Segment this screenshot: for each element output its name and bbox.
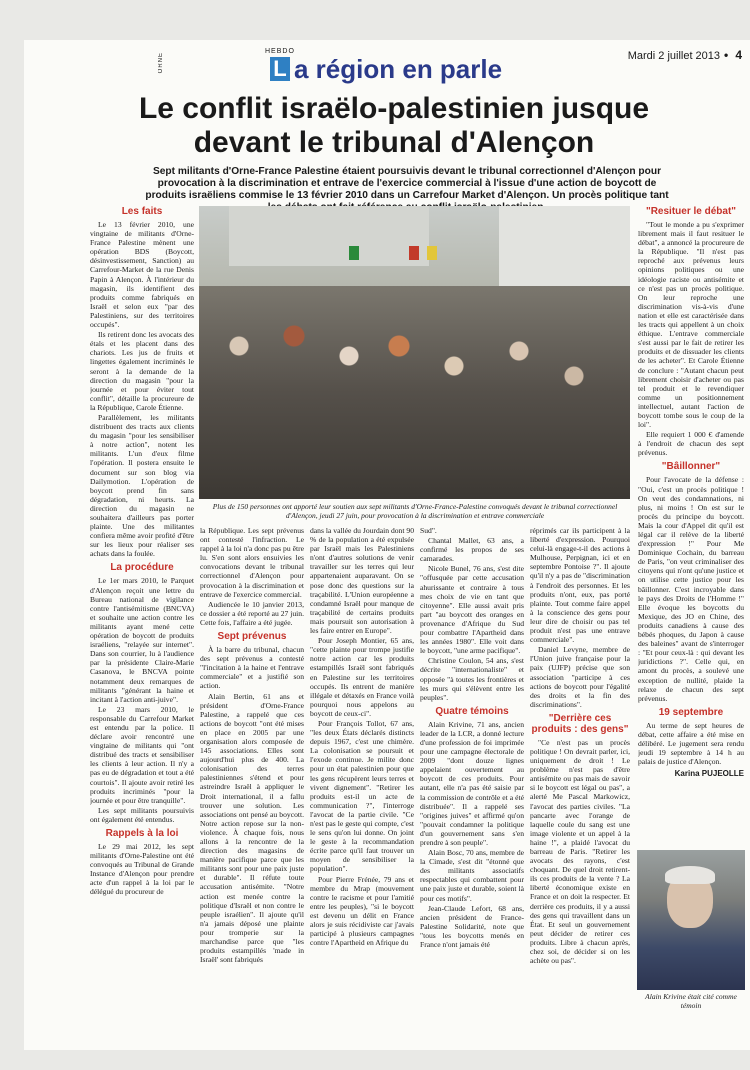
- page-date: Mardi 2 juillet 2013 • 4: [627, 48, 742, 62]
- paragraph: Elle requiert 1 000 € d'amende à l'endroit de chacun des sept prévenus.: [638, 430, 744, 458]
- paragraph: Parallèlement, les militants distribuent des tracts aux clients du magasin "pour les sensibiliser à notre action", notent les militants. L'un d'eux filme l'opération. Il postera ensuite le document sur son blog via Dailymotion. L'opération de boycott prend fin sans dégradation, ni heurts. La direction du magasin ne souhaitera d'ailleurs pas porter plainte. Une des militantes confiera même avoir profité d'être sur les lieux pour réaliser ses achats dans la foulée.: [90, 412, 194, 559]
- paragraph: Daniel Levyne, membre de l'Union juive française pour la paix (UJFP) précise que son association "participe à ces actions de boycott pour l'égalité des droits et la fin des discriminations".: [530, 645, 630, 709]
- paragraph: "Ce n'est pas un procès politique ! On devrait parler, ici, uniquement de droit ! Le problème n'est pas d'être antisémite ou pas mais de savoir si le boycott est légal ou pas", a alerté Me Pascal Markowicz, l'avocat des parties civiles. "La pancarte avec l'orange de laquelle coule du sang est une image violente et un appel à la haine !", a plaidé l'avocat du barreau de Paris. "Retirer les avocats des rayons, c'est choquant. De quel droit retirent-ils ces produits de la vente ? La liberté économique existe en France et on doit la respecter. Et derrière ces produits, il y a aussi des gens qui travaillent dans un État. Et seul un gouvernement peut décider de retirer ces produits. Libre à chacun après, chez soi, de décider si on les achète ou pas".: [530, 737, 630, 966]
- paragraph: Alain Krivine, 71 ans, ancien leader de la LCR, a donné lecture d'une profession de foi imprimée pour une campagne électorale de 2009 "dont douze lignes appelaient ouvertement au boycott de ces produits. Pour autant, elle n'a pas été saisie par la commission de contrôle et a été distribuée". Il a rappelé ses "origines juives" et affirmé qu'on "pouvait condamner la politique d'un gouvernement sans s'en prendre à son peuple".: [420, 719, 524, 847]
- paragraph: Pour François Tollot, 67 ans, "les deux États déclarés distincts depuis 1967, c'est une chimère. La colonisation se poursuit et l'exode continue. Je milite donc pour un état palestinien pour que les gens récupèrent leurs terres et vivent dignement". "Retirer les produits est-il un acte de communication ?", l'interroge l'avocat de la partie civile. "Ce n'est pas le geste qui compte, c'est le sens qu'on lui donne. On joint le geste à la recommandation écrite parce qu'il faut trouver un moyen de sensibiliser la population".: [310, 718, 414, 874]
- column-1: [90, 206, 194, 1046]
- photo-caption: Plus de 150 personnes ont apporté leur soutien aux sept militants d'Orne-France-Palestine convoqués devant le tribunal correctionnel d'Alençon, jeudi 27 juin, pour provocation à la discrimination et entrave commerciale: [212, 502, 618, 520]
- paragraph: Jean-Claude Lefort, 68 ans, ancien président de France-Palestine Solidarité, note que "tous les boycotts menés en France n'ont jamais été: [420, 903, 524, 950]
- portrait-caption: Alain Krivine était cité comme témoin: [645, 992, 737, 1010]
- masthead-title: a région en parle: [294, 54, 503, 84]
- section-heading: "Resituer le débat": [645, 206, 737, 217]
- column-6: [638, 206, 744, 846]
- section-heading: Sept prévenus: [217, 631, 287, 643]
- paragraph: Sud".: [420, 526, 437, 535]
- paragraph: Christine Coulon, 54 ans, s'est décrite "internationaliste" et opposée "à toutes les frontières et les murs qui s'élèvent entre les peuples".: [420, 656, 524, 702]
- section-heading: 19 septembre: [658, 706, 724, 718]
- paragraph: Nicole Bunel, 76 ans, s'est dite "offusquée par cette accusation ahurissante et contraire à tous mes choix de vie en tant que citoyenne". Elle aussi avait pris part "au boycott des oranges en provenance d'Afrique du Sud pour combattre l'Apartheid dans les années 1980". Elle voit dans le boycott, "une arme pacifique".: [420, 564, 524, 656]
- section-heading: Quatre témoins: [435, 705, 509, 717]
- paragraph: Le 29 mai 2012, les sept militants d'Orne-Palestine ont été convoqués au Tribunal de Grande Instance d'Alençon pour prendre acte d'un rappel à la loi par le délégué du procureur de: [90, 842, 194, 897]
- section-heading: Rappels à la loi: [105, 828, 179, 839]
- paragraph: Ils retirent donc les avocats des étals et les placent dans des chariots. Les jus de fruits et lingettes également incriminés le seront à la demande de la direction du magasin "pour la journée et pour éviter tout conflit", détaille la procureure de la République, Carole Étienne.: [90, 330, 194, 412]
- column-2: [200, 526, 304, 1046]
- crowd-photo: [199, 206, 630, 499]
- paragraph: Les sept militants poursuivis ont également été entendus.: [90, 805, 194, 824]
- paragraph: réprimés car ils participent à la liberté d'expression. Pourquoi celui-là engage-t-il des actions à Mulhouse, Perpignan, ici et en septembre Pontoise ?". Il ajoute qu'il n'y a pas de "discrimination à l'endroit des personnes. Et les produits n'ont, eux, pas porté plainte. Tout comme faire appel à la conscience des gens pour leur dire de choisir ou pas tel produit n'est pas une entrave commerciale".: [530, 526, 630, 645]
- paragraph: Le 23 mars 2010, le responsable du Carrefour Market est entendu par la police. Il déclare avoir rencontré une vingtaine de militants qui "ont distribué des tracts et sensibiliser les clients à leur action. Il n'y a pas eu de dégradation et tout a été courtois". Il ajoute avoir retiré les produits incriminés "pour la journée et pour être tranquille".: [90, 704, 194, 805]
- column-5: [530, 526, 630, 1046]
- masthead-logo-letter: L: [270, 57, 290, 81]
- paragraph: dans la vallée du Jourdain dont 90 % de la population a été expulsée par Israël mais les Palestiniens n'ont d'autres solutions de venir travailler sur les terres qui leur appartenaient auparavant. On se pose donc des questions sur la traçabilité. L'Union européenne a condamné Israël pour manque de traçabilité de certains produits mais poursuit son autorisation à les faire entrer en Europe".: [310, 526, 414, 636]
- paragraph: Pour Pierre Frénée, 79 ans et membre du Mrap (mouvement contre le racisme et pour l'amitié entre les peuples), "si le boycott est devenu un délit en France alors je suis récidiviste car j'avais participé à plusieurs campagnes contre l'Apartheid en Afrique du: [310, 874, 414, 948]
- paragraph: Alain Bosc, 70 ans, membre de la Cimade, s'est dit "étonné que des militants associatifs respectables qui combattent pour une paix juste et durable, soient là pour ces motifs".: [420, 848, 524, 903]
- section-heading: Les faits: [121, 206, 163, 217]
- paragraph: Audiencée le 10 janvier 2013, ce dossier a été reporté au 27 juin. Cette fois, l'affaire a été jugée.: [200, 599, 304, 627]
- column-3: [310, 526, 414, 1046]
- paragraph: Le 1er mars 2010, le Parquet d'Alençon reçoit une lettre du Bureau national de vigilance contre l'antisémitisme (BNCVA) et souhaite une action contre les militants ayant mené cette opération de boycott de produits israéliens, "relayée sur internet". Dans son courrier, lu à l'audience par la présidente Claire-Marie Casanova, le BNCVA pointe notamment deux remarques de militants "générant la haine et incitant à l'action anti-juive".: [90, 576, 194, 704]
- paragraph: la République. Les sept prévenus ont contesté l'infraction. Le rappel à la loi n'a donc pas pu être lu. S'en sont alors ensuivies les convocations devant le tribunal correctionnel d'Alençon pour provocation à la discrimination et entrave de l'exercice commercial.: [200, 526, 304, 599]
- newspaper-page: [24, 40, 750, 1050]
- article-headline: Le conflit israëlo-palestinien jusque devant le tribunal d'Alençon: [138, 92, 650, 159]
- portrait-photo: [637, 850, 745, 990]
- paragraph: Chantal Mallet, 63 ans, a confirmé les propos de ses camarades.: [420, 536, 524, 564]
- author-signature: Karina PUJEOLLE: [674, 769, 744, 779]
- masthead-hebdo: HEBDO: [265, 48, 295, 55]
- masthead-vertical-label: ORNE: [158, 52, 164, 74]
- paragraph: À la barre du tribunal, chacun des sept prévenus a contesté "l'incitation à la haine et l'entrave commerciale" et a justifié son action.: [200, 645, 304, 691]
- paragraph: "Tout le monde a pu s'exprimer librement mais il faut resituer le débat", a annoncé la procureure de la République. "Il n'est pas reproché aux prévenus leurs opinions politiques ou une idéologie raciste ou antisémite et ce n'est pas un procès politique. On leur reproche une discrimination vis-à-vis d'une nation et elle est caractérisée dans les tracts qui appellent à un choix éthique. L'entrave commerciale s'est aussi par le fait de retirer les produits et de dissuader les clients de les acheter". Et Carole Étienne de conclure : "Autant chacun peut librement choisir d'acheter ou pas tel produit et le revendiquer comme un positionnement intellectuel, autant l'action de boycott tombe sous le coup de la loi".: [638, 220, 744, 430]
- paragraph: Le 13 février 2010, une vingtaine de militants d'Orne-France Palestine mènent une opération BDS (Boycott, désinvestissement, Sanction) au Carrefour-Market de la rue Denis Papin à Alençon. À l'intérieur du magasin, ils identifient des produits comme fabriqués en Israël et selon eux "par des Palestiniens, sur des territoires occupés".: [90, 220, 194, 330]
- paragraph: Pour Joseph Montier, 65 ans, "cette plainte pour trompe justifie notre action car les produits estampillés Israël sont fabriqués en Palestine sur les territoires occupés. Ils entrent de manière illégale et détaxés en France voilà pourquoi nous appelons au boycott de ceux-ci".: [310, 636, 414, 718]
- column-4: [420, 526, 524, 1046]
- section-heading: La procédure: [110, 562, 174, 574]
- section-heading: "Bâillonner": [661, 461, 721, 473]
- section-heading: "Derrière ces produits : des gens": [531, 712, 629, 735]
- paragraph: Pour l'avocate de la défense : "Oui, c'est un procès politique ! On veut des condamnations, ni plus, ni moins ! On est sur le procès du principe du boycott. Mais la cour d'Appel dit qu'il est légal car il relève de la liberté d'expression !" Pour Me Dominique Cochain, du barreau de Paris, "on veut criminaliser des citoyens qui n'ont qu'une justice et on utilise cette justice pour les bâillonner. C'est incroyable dans le pays des Droits de l'Homme !" Elle évoque les boycotts du Mexique, des JO en Chine, des produits canadiens à cause des bébés phoques, du Japon à cause des baleines" avant de s'interroger : "Et pour ceux-là : qui devant les juridictions ?". Celle qui, en amont du procès, a soulevé une exception de nullité, plaide la relaxe de chacun des sept prévenus.: [638, 475, 744, 703]
- paragraph: Au terme de sept heures de débat, cette affaire a été mise en délibéré. Le jugement sera rendu jeudi 19 septembre à 14 h au palais de justice d'Alençon.: [638, 720, 744, 767]
- paragraph: Alain Bertin, 61 ans et président d'Orne-France Palestine, a rappelé que ces actions de boycott "ont été mises en place en 2005 par une organisation alors composée de 145 associations. Elles sont aujourd'hui plus de 400. La colonisation des terres palestiniennes s'étend et pour astreindre Israël à appliquer le Droit international, il a fallu trouver une solution. Les associations ont pensé au boycott. Notre action repose sur la non-violence. À chaque fois, nous allons à la rencontre de la direction des magasins de manière pacifique parce que les militants sont pour une paix juste et durable". Il réfute toute accusation antisémite. "Notre action est menée contre la politique d'Israël et non contre le peuple israélien". Il ajoute qu'il n'a jamais déposé une plainte pour tromperie sur la marchandise parce que "les produits estampillés 'made in Israël' sont fabriqués: [200, 691, 304, 965]
- article-lede: Sept militants d'Orne-France Palestine étaient poursuivis devant le tribunal correctionnel d'Alençon pour provocation à la discrimination et entrave de l'exercice commercial à l'issue d'une action de boycott de produits israëliens commise le 13 février 2010 dans un Carrefour Market d'Alençon. Un procès politique tant: [145, 166, 669, 201]
